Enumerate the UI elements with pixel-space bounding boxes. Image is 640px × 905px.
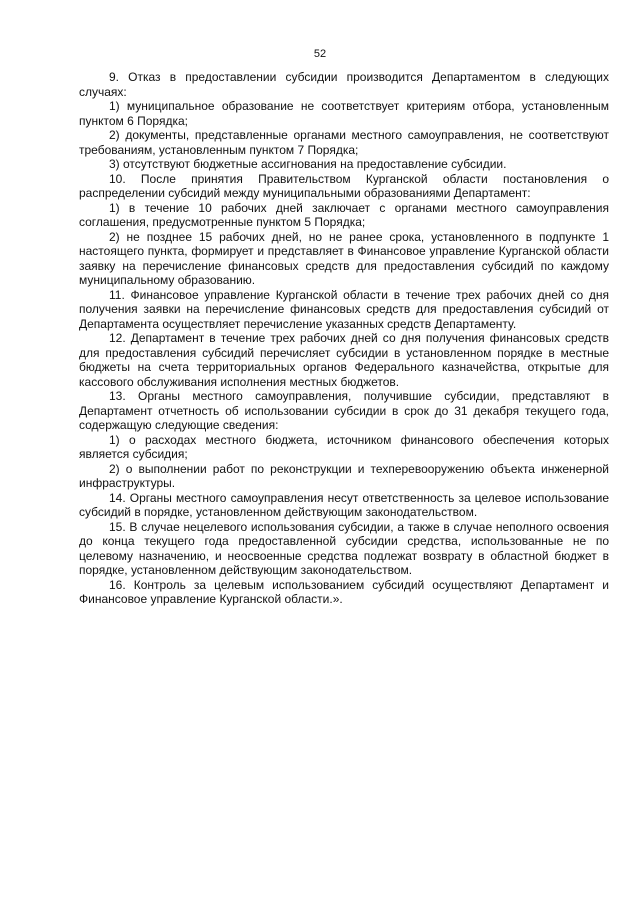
paragraph-10-item-2: 2) не позднее 15 рабочих дней, но не ранее срока, установленного в подпункте 1 настоящего пункта, формирует и представляет в Финансовое управление Курганской области заявку на перечисление финансовых средств для предоставления субсидий по каждому муниципальному образованию.: [79, 229, 609, 287]
paragraph-10: 10. После принятия Правительством Курганской области постановления о распределении субсидий между муниципальными образованиями Департамент:: [79, 171, 609, 200]
document-body: [79, 70, 609, 607]
paragraph-13-item-1: 1) о расходах местного бюджета, источником финансового обеспечения которых является субсидия;: [79, 432, 609, 461]
paragraph-14: 14. Органы местного самоуправления несут ответственность за целевое использование субсидий в порядке, установленном действующим законодательством.: [79, 490, 609, 519]
paragraph-9-item-2: 2) документы, представленные органами местного самоуправления, не соответствуют требованиям, установленным пунктом 7 Порядка;: [79, 128, 609, 157]
paragraph-9: 9. Отказ в предоставлении субсидии производится Департаментом в следующих случаях:: [79, 70, 609, 99]
paragraph-13-item-2: 2) о выполнении работ по реконструкции и техперевооружению объекта инженерной инфраструктуры.: [79, 461, 609, 490]
paragraph-9-item-1: 1) муниципальное образование не соответствует критериям отбора, установленным пунктом 6 Порядка;: [79, 99, 609, 128]
page-number: 52: [313, 48, 327, 60]
paragraph-15: 15. В случае нецелевого использования субсидии, а также в случае неполного освоения до конца текущего года предоставленной субсидии средства, использованные не по целевому назначению, и неосвоенные средства подлежат возврату в областной бюджет в порядке, установленном действующим законодательством.: [79, 519, 609, 577]
paragraph-13: 13. Органы местного самоуправления, получившие субсидии, представляют в Департамент отчетность об использовании субсидии в срок до 31 декабря текущего года, содержащую следующие сведения:: [79, 389, 609, 432]
paragraph-16: 16. Контроль за целевым использованием субсидий осуществляют Департамент и Финансовое управление Курганской области.».: [79, 577, 609, 606]
paragraph-11: 11. Финансовое управление Курганской области в течение трех рабочих дней со дня получения заявки на перечисление финансовых средств для предоставления субсидий от Департамента осуществляет перечисление указанных средств Департаменту.: [79, 287, 609, 331]
paragraph-12: 12. Департамент в течение трех рабочих дней со дня получения финансовых средств для предоставления субсидий перечисляет субсидии в установленном порядке в местные бюджеты на счета территориальных органов Федерального казначейства, открытые для кассового обслуживания исполнения местных бюджетов.: [79, 331, 609, 389]
paragraph-9-item-3: 3) отсутствуют бюджетные ассигнования на предоставление субсидии.: [109, 157, 507, 171]
paragraph-10-item-1: 1) в течение 10 рабочих дней заключает с органами местного самоуправления соглашения, предусмотренные пунктом 5 Порядка;: [79, 200, 609, 229]
